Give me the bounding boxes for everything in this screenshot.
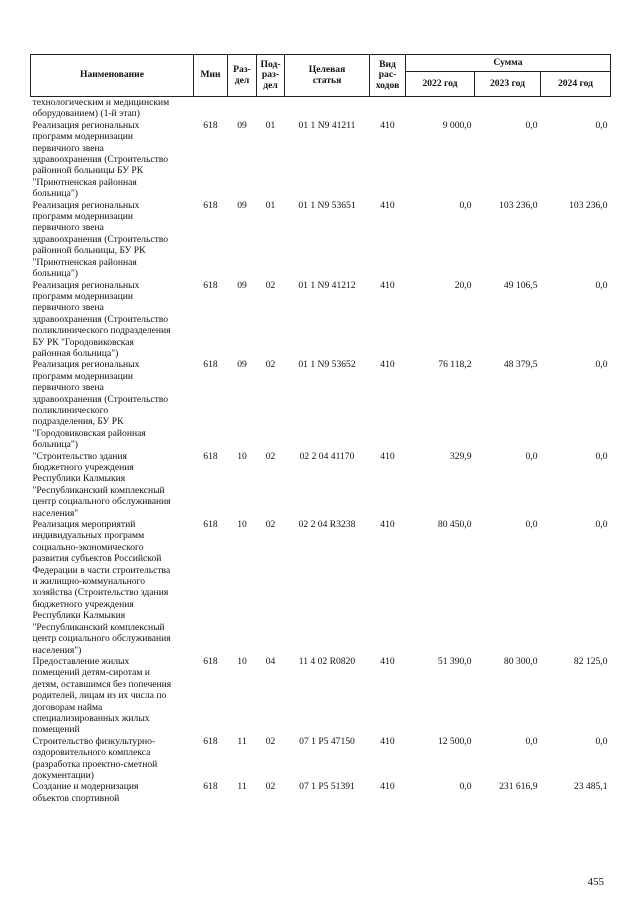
cell-vid: 410 bbox=[380, 359, 395, 371]
cell-2024: 0,0 bbox=[595, 450, 608, 462]
table-row bbox=[31, 781, 611, 804]
cell-target: 11 4 02 R0820 bbox=[298, 655, 356, 667]
cell-min: 618 bbox=[203, 450, 218, 462]
cell-podrazdel: 02 bbox=[265, 519, 276, 531]
cell-podrazdel: 02 bbox=[265, 279, 276, 291]
cell-2022: 20,0 bbox=[454, 279, 472, 291]
cell-2023: 231 616,9 bbox=[499, 781, 538, 793]
cell-target: 02 2 04 R3238 bbox=[298, 519, 356, 531]
cell-podrazdel: 02 bbox=[265, 450, 276, 462]
cell-name: Реализация региональных программ модернизации первичного звена здравоохранения (Строительство районной больницы БУ РК "Приютненская районная больница") bbox=[32, 119, 169, 200]
col-header-target: Целевая статья bbox=[285, 55, 370, 97]
cell-podrazdel: 02 bbox=[265, 735, 276, 747]
cell-target bbox=[285, 97, 370, 120]
cell-2023: 103 236,0 bbox=[499, 199, 538, 211]
cell-razdel: 11 bbox=[237, 781, 247, 793]
cell-podrazdel: 02 bbox=[265, 781, 276, 793]
cell-2023: 80 300,0 bbox=[503, 655, 538, 667]
table-row bbox=[31, 519, 611, 656]
cell-2023: 0,0 bbox=[525, 119, 538, 131]
cell-min: 618 bbox=[203, 735, 218, 747]
table-row bbox=[31, 120, 611, 200]
col-header-2024: 2024 год bbox=[541, 72, 611, 97]
cell-min: 618 bbox=[203, 199, 218, 211]
cell-razdel: 11 bbox=[237, 735, 247, 747]
cell-2022: 0,0 bbox=[459, 199, 472, 211]
cell-razdel: 10 bbox=[237, 655, 247, 667]
cell-vid bbox=[370, 97, 406, 120]
cell-2024: 103 236,0 bbox=[569, 199, 608, 211]
cell-2023: 48 379,5 bbox=[503, 359, 538, 371]
cell-podrazdel bbox=[257, 97, 285, 120]
cell-2022: 80 450,0 bbox=[437, 519, 472, 531]
cell-min: 618 bbox=[203, 519, 218, 531]
cell-min bbox=[194, 97, 228, 120]
cell-min: 618 bbox=[203, 119, 218, 131]
cell-vid: 410 bbox=[380, 519, 395, 531]
cell-razdel: 09 bbox=[237, 199, 247, 211]
cell-vid: 410 bbox=[380, 781, 395, 793]
col-header-2023: 2023 год bbox=[475, 72, 541, 97]
budget-table bbox=[30, 54, 611, 804]
cell-target: 01 1 N9 53652 bbox=[298, 359, 356, 371]
cell-2022: 12 500,0 bbox=[437, 735, 472, 747]
table-row bbox=[31, 97, 611, 120]
cell-2024: 0,0 bbox=[595, 279, 608, 291]
cell-name: Создание и модернизация объектов спортивной bbox=[32, 781, 139, 804]
cell-name: "Строительство здания бюджетного учреждения Республики Калмыкия "Республиканский комплексный центр социального обслуживания населения" bbox=[32, 450, 171, 519]
cell-vid: 410 bbox=[380, 119, 395, 131]
cell-target: 07 1 P5 51391 bbox=[299, 781, 355, 793]
cell-2023: 0,0 bbox=[525, 519, 538, 531]
cell-2022: 76 118,2 bbox=[438, 359, 472, 371]
cell-2023: 49 106,5 bbox=[503, 279, 538, 291]
cell-podrazdel: 02 bbox=[265, 359, 276, 371]
cell-podrazdel: 01 bbox=[265, 119, 276, 131]
cell-razdel: 09 bbox=[237, 119, 247, 131]
cell-2023: 0,0 bbox=[525, 450, 538, 462]
cell-name: Реализация региональных программ модернизации первичного звена здравоохранения (Строительство поликлинического подразделения, БУ РК "Городовиковская районная больница") bbox=[32, 359, 169, 451]
cell-razdel: 10 bbox=[237, 519, 247, 531]
cell-2022: 9 000,0 bbox=[442, 119, 472, 131]
cell-name: Реализация мероприятий индивидуальных программ социально-экономического развития субъектов Российской Федерации в части строительства и жилищно-коммунального хозяйства (Строительство здания бюджетного учреждения Республики Калмыкия "Республиканский комплексный центр социального обслуживания населения") bbox=[32, 519, 171, 656]
cell-2024: 0,0 bbox=[595, 519, 608, 531]
cell-2022: 0,0 bbox=[459, 781, 472, 793]
cell-vid: 410 bbox=[380, 279, 395, 291]
cell-2024: 0,0 bbox=[595, 359, 608, 371]
cell-2024: 0,0 bbox=[595, 119, 608, 131]
cell-vid: 410 bbox=[380, 735, 395, 747]
cell-min: 618 bbox=[203, 359, 218, 371]
cell-podrazdel: 04 bbox=[265, 655, 276, 667]
cell-razdel: 09 bbox=[237, 279, 247, 291]
cell-vid: 410 bbox=[380, 199, 395, 211]
table-header bbox=[31, 55, 611, 97]
cell-vid: 410 bbox=[380, 450, 395, 462]
col-header-razdel: Раз- дел bbox=[228, 55, 257, 97]
cell-razdel bbox=[228, 97, 257, 120]
cell-name: Реализация региональных программ модернизации первичного звена здравоохранения (Строительство поликлинического подразделения БУ РК "Городовиковская районная больница") bbox=[32, 279, 171, 359]
cell-target: 01 1 N9 53651 bbox=[298, 199, 356, 211]
cell-2022: 51 390,0 bbox=[437, 655, 472, 667]
col-header-2022: 2022 год bbox=[406, 72, 475, 97]
cell-razdel: 10 bbox=[237, 450, 247, 462]
col-header-name: Наименование bbox=[31, 55, 194, 97]
cell-name: Реализация региональных программ модернизации первичного звена здравоохранения (Строительство районной больницы, БУ РК "Приютненская районная больница") bbox=[32, 199, 169, 280]
cell-target: 01 1 N9 41212 bbox=[298, 279, 356, 291]
cell-name: Строительство физкультурно- оздоровительного комплекса (разработка проектно-сметной документации) bbox=[32, 735, 158, 781]
table-row bbox=[31, 200, 611, 280]
cell-name: технологическим и медицинским оборудованием) (1-й этап) bbox=[32, 97, 170, 120]
cell-razdel: 09 bbox=[237, 359, 247, 371]
cell-target: 07 1 P5 47150 bbox=[299, 735, 355, 747]
cell-min: 618 bbox=[203, 279, 218, 291]
cell-2023: 0,0 bbox=[525, 735, 538, 747]
cell-name: Предоставление жилых помещений детям-сиротам и детям, оставшимся без попечения родителей, лицам из их числа по договорам найма специализированных жилых помещений bbox=[32, 655, 172, 736]
table-row bbox=[31, 359, 611, 450]
col-header-podrazdel: Под- раз- дел bbox=[257, 55, 285, 97]
cell-2023 bbox=[475, 97, 541, 120]
cell-podrazdel: 01 bbox=[265, 199, 276, 211]
table-row bbox=[31, 656, 611, 736]
cell-2022 bbox=[406, 97, 475, 120]
cell-vid: 410 bbox=[380, 655, 395, 667]
cell-target: 02 2 04 41170 bbox=[299, 450, 355, 462]
cell-min: 618 bbox=[203, 655, 218, 667]
cell-2024: 82 125,0 bbox=[573, 655, 608, 667]
table-row bbox=[31, 736, 611, 782]
col-header-sum: Сумма bbox=[406, 55, 611, 72]
cell-2024 bbox=[541, 97, 611, 120]
table-row bbox=[31, 451, 611, 519]
cell-2022: 329,9 bbox=[449, 450, 472, 462]
cell-2024: 0,0 bbox=[595, 735, 608, 747]
col-header-min: Мин bbox=[194, 55, 228, 97]
cell-min: 618 bbox=[203, 781, 218, 793]
cell-target: 01 1 N9 41211 bbox=[298, 119, 356, 131]
budget-table-container bbox=[30, 54, 610, 804]
col-header-vid: Вид рас- ходов bbox=[370, 55, 406, 97]
table-row bbox=[31, 280, 611, 360]
cell-2024: 23 485,1 bbox=[573, 781, 608, 793]
page-number: 455 bbox=[587, 876, 604, 888]
table-body bbox=[31, 97, 611, 805]
